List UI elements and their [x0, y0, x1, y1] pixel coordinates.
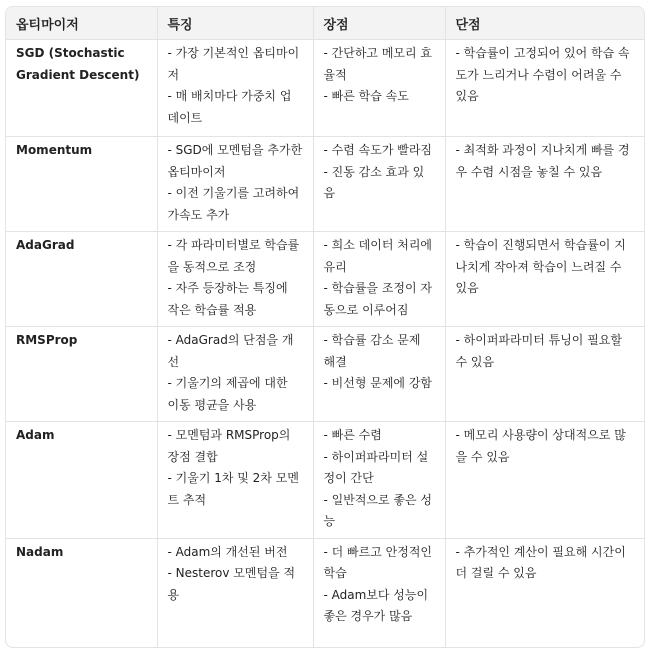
cons-cell: [445, 538, 644, 648]
features-cell: [157, 422, 313, 539]
feature-item: - 기울기 1차 및 2차 모멘트 추적: [167, 471, 299, 507]
table-row: [6, 538, 644, 648]
optimizer-name: Nadam: [6, 538, 157, 648]
feature-item: - SGD에 모멘텀을 추가한 옵티마이저: [167, 143, 303, 179]
pro-item: - 비선형 문제에 강함: [323, 376, 433, 390]
feature-item: - Adam의 개선된 버전: [167, 544, 288, 559]
pro-item: - 학습률 감소 문제 해결: [323, 333, 421, 369]
header-optimizer: 옵티마이저: [6, 7, 157, 40]
con-item: - 하이퍼파라미터 튜닝이 필요할 수 있음: [455, 333, 622, 369]
feature-item: - 기울기의 제곱에 대한 이동 평균을 사용: [167, 376, 288, 412]
feature-item: - 매 배치마다 가중치 업데이트: [167, 89, 292, 125]
optimizer-name: RMSProp: [6, 327, 157, 422]
pro-item: - 더 빠르고 안정적인 학습: [323, 544, 433, 580]
pro-item: - 빠른 학습 속도: [323, 89, 409, 103]
pro-item: - 수렴 속도가 빨라짐: [323, 143, 433, 157]
optimizer-name: Momentum: [6, 137, 157, 232]
feature-item: - 각 파라미터별로 학습률을 동적으로 조정: [167, 238, 300, 274]
pro-item: - 간단하고 메모리 효율적: [323, 46, 433, 82]
pro-item: - 학습률을 조정이 자동으로 이루어짐: [323, 281, 433, 317]
cons-cell: [445, 137, 644, 232]
optimizer-name: SGD (Stochastic Gradient Descent): [6, 40, 157, 137]
pros-cell: [313, 137, 445, 232]
features-cell: [157, 232, 313, 327]
pros-cell: [313, 232, 445, 327]
table-row: [6, 327, 644, 422]
pro-item: - Adam보다 성능이 좋은 경우가 많음: [323, 587, 429, 623]
optimizer-comparison-table: [6, 7, 644, 648]
features-cell: [157, 327, 313, 422]
feature-item: - 자주 등장하는 특징에 작은 학습률 적용: [167, 281, 288, 317]
cons-cell: [445, 327, 644, 422]
feature-item: - 이전 기울기를 고려하여 가속도 추가: [167, 186, 300, 222]
pros-cell: [313, 327, 445, 422]
comparison-table-container: [5, 6, 645, 648]
header-row: [6, 7, 644, 40]
optimizer-name: Adam: [6, 422, 157, 539]
con-item: - 최적화 과정이 지나치게 빠를 경우 수렴 시점을 놓칠 수 있음: [455, 143, 630, 179]
header-cons: 단점: [445, 7, 644, 40]
pros-cell: [313, 422, 445, 539]
table-row: [6, 232, 644, 327]
table-row: [6, 137, 644, 232]
pro-item: - 진동 감소 효과 있음: [323, 164, 425, 200]
header-pros: 장점: [313, 7, 445, 40]
con-item: - 메모리 사용량이 상대적으로 많을 수 있음: [455, 428, 626, 464]
cons-cell: [445, 40, 644, 137]
pro-item: - 일반적으로 좋은 성능: [323, 492, 433, 528]
feature-item: - AdaGrad의 단점을 개선: [167, 333, 294, 369]
feature-item: - 가장 기본적인 옵티마이저: [167, 46, 300, 82]
features-cell: [157, 137, 313, 232]
header-features: 특징: [157, 7, 313, 40]
cons-cell: [445, 422, 644, 539]
pros-cell: [313, 538, 445, 648]
feature-item: - 모멘텀과 RMSProp의 장점 결합: [167, 428, 291, 464]
optimizer-name: AdaGrad: [6, 232, 157, 327]
con-item: - 학습률이 고정되어 있어 학습 속도가 느리거나 수렴이 어려울 수 있음: [455, 46, 630, 103]
features-cell: [157, 538, 313, 648]
pro-item: - 하이퍼파라미터 설정이 간단: [323, 449, 429, 485]
pro-item: - 빠른 수렴: [323, 428, 382, 442]
pro-item: - 희소 데이터 처리에 유리: [323, 238, 433, 274]
cons-cell: [445, 232, 644, 327]
feature-item: - Nesterov 모멘텀을 적용: [167, 566, 296, 602]
con-item: - 추가적인 계산이 필요해 시간이 더 걸릴 수 있음: [455, 544, 626, 580]
pros-cell: [313, 40, 445, 137]
table-row: [6, 40, 644, 137]
features-cell: [157, 40, 313, 137]
table-row: [6, 422, 644, 539]
con-item: - 학습이 진행되면서 학습률이 지나치게 작아져 학습이 느려질 수 있음: [455, 238, 626, 295]
